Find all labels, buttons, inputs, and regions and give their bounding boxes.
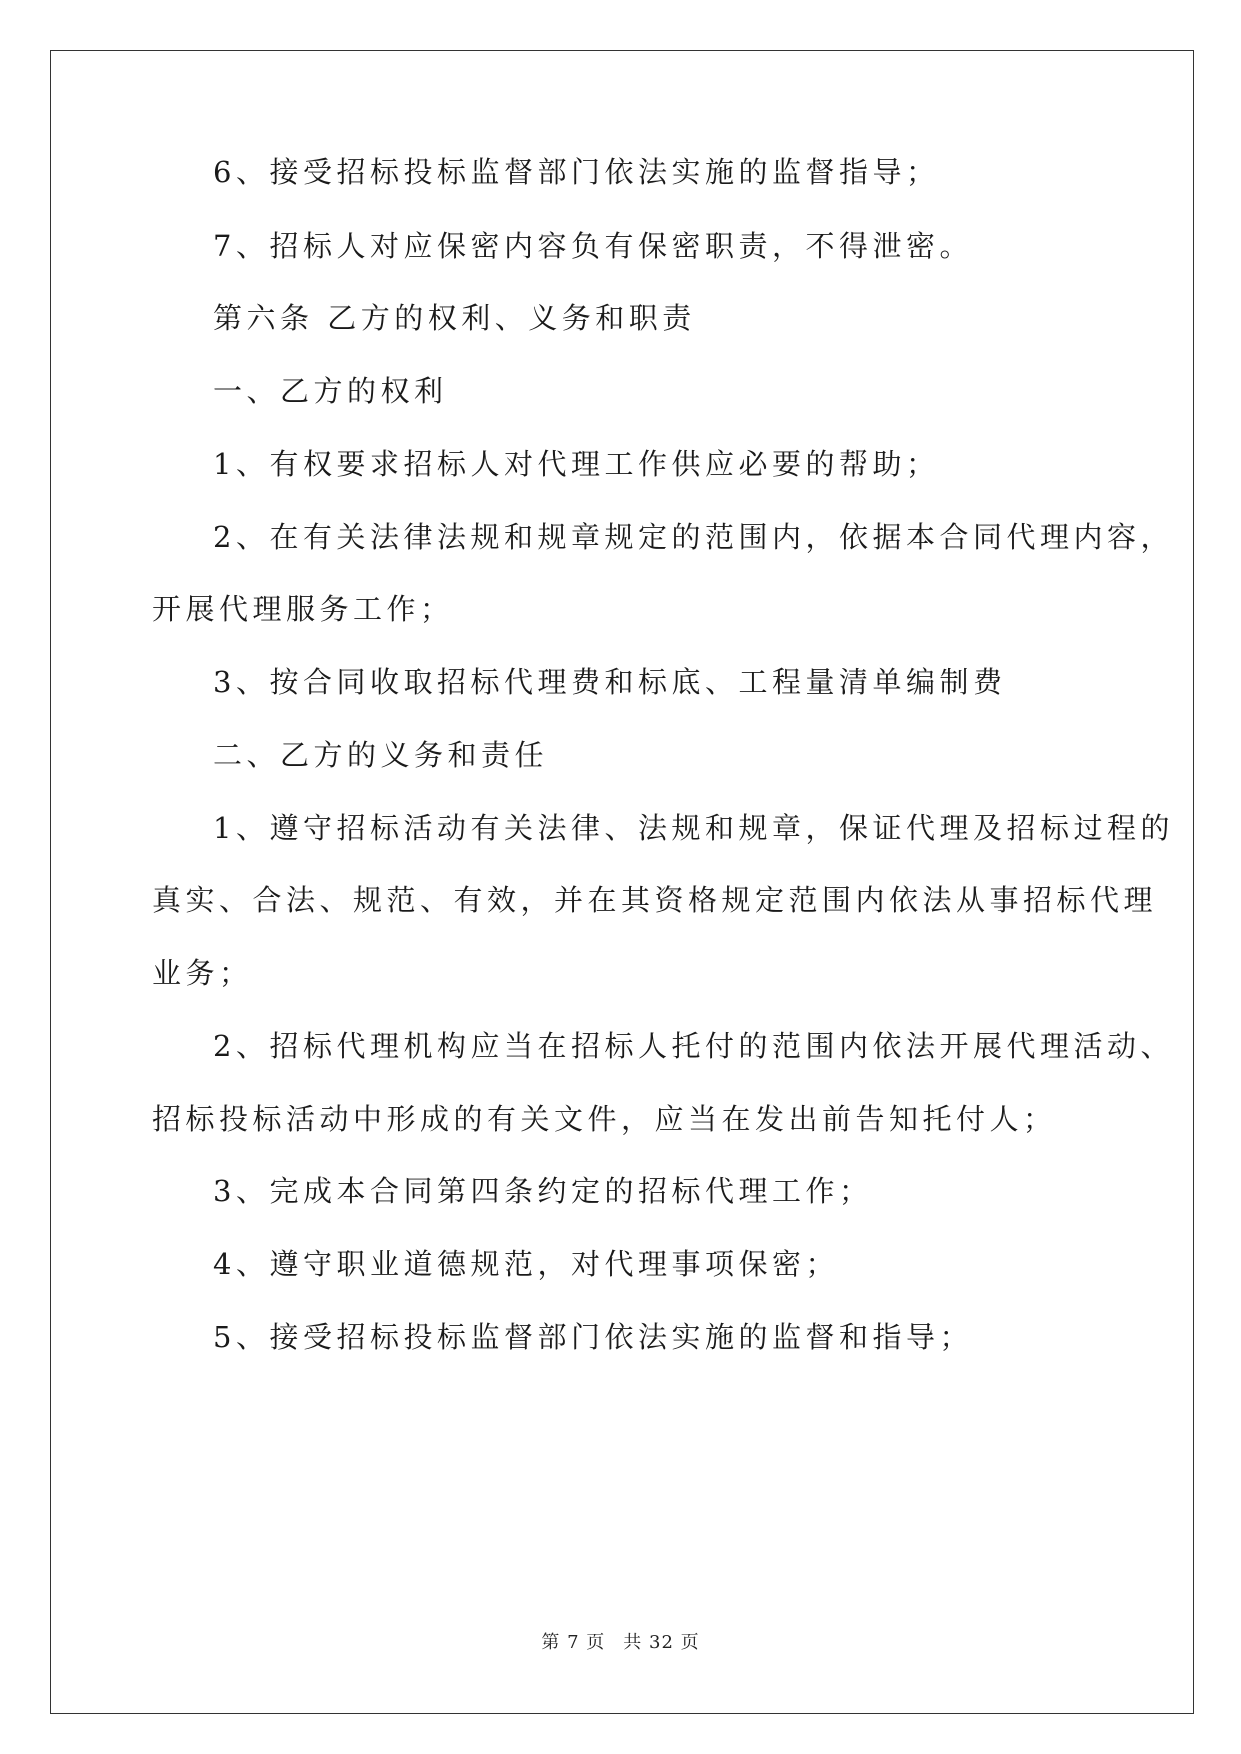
paragraph-line: 4、遵守职业道德规范，对代理事项保密； <box>213 1247 839 1281</box>
paragraph-line: 3、完成本合同第四条约定的招标代理工作； <box>213 1174 873 1208</box>
paragraph-line: 3、按合同收取招标代理费和标底、工程量清单编制费 <box>213 665 1007 699</box>
paragraph-line: 开展代理服务工作； <box>152 592 454 626</box>
subsection-heading: 一、乙方的权利 <box>213 374 448 408</box>
page-footer <box>0 1631 1241 1655</box>
paragraph-line: 5、接受招标投标监督部门依法实施的监督和指导； <box>213 1320 973 1354</box>
paragraph-line: 2、在有关法律法规和规章规定的范围内，依据本合同代理内容， <box>213 520 1174 554</box>
section-heading: 第六条 乙方的权利、义务和职责 <box>213 301 696 335</box>
paragraph-line: 业务； <box>152 956 253 990</box>
paragraph-line: 真实、合法、规范、有效，并在其资格规定范围内依法从事招标代理 <box>152 883 1158 917</box>
paragraph-line: 7、招标人对应保密内容负有保密职责，不得泄密。 <box>213 229 973 263</box>
paragraph-line: 2、招标代理机构应当在招标人托付的范围内依法开展代理活动、 <box>213 1029 1174 1063</box>
subsection-heading: 二、乙方的义务和责任 <box>213 738 549 772</box>
paragraph-line: 6、接受招标投标监督部门依法实施的监督指导； <box>213 155 940 189</box>
paragraph-line: 1、有权要求招标人对代理工作供应必要的帮助； <box>213 447 940 481</box>
paragraph-line: 1、遵守招标活动有关法律、法规和规章，保证代理及招标过程的 <box>213 811 1174 845</box>
page-number-total: 共 32 页 <box>623 1632 700 1653</box>
paragraph-line: 招标投标活动中形成的有关文件，应当在发出前告知托付人； <box>152 1102 1057 1136</box>
page-number-current: 第 7 页 <box>541 1632 606 1653</box>
